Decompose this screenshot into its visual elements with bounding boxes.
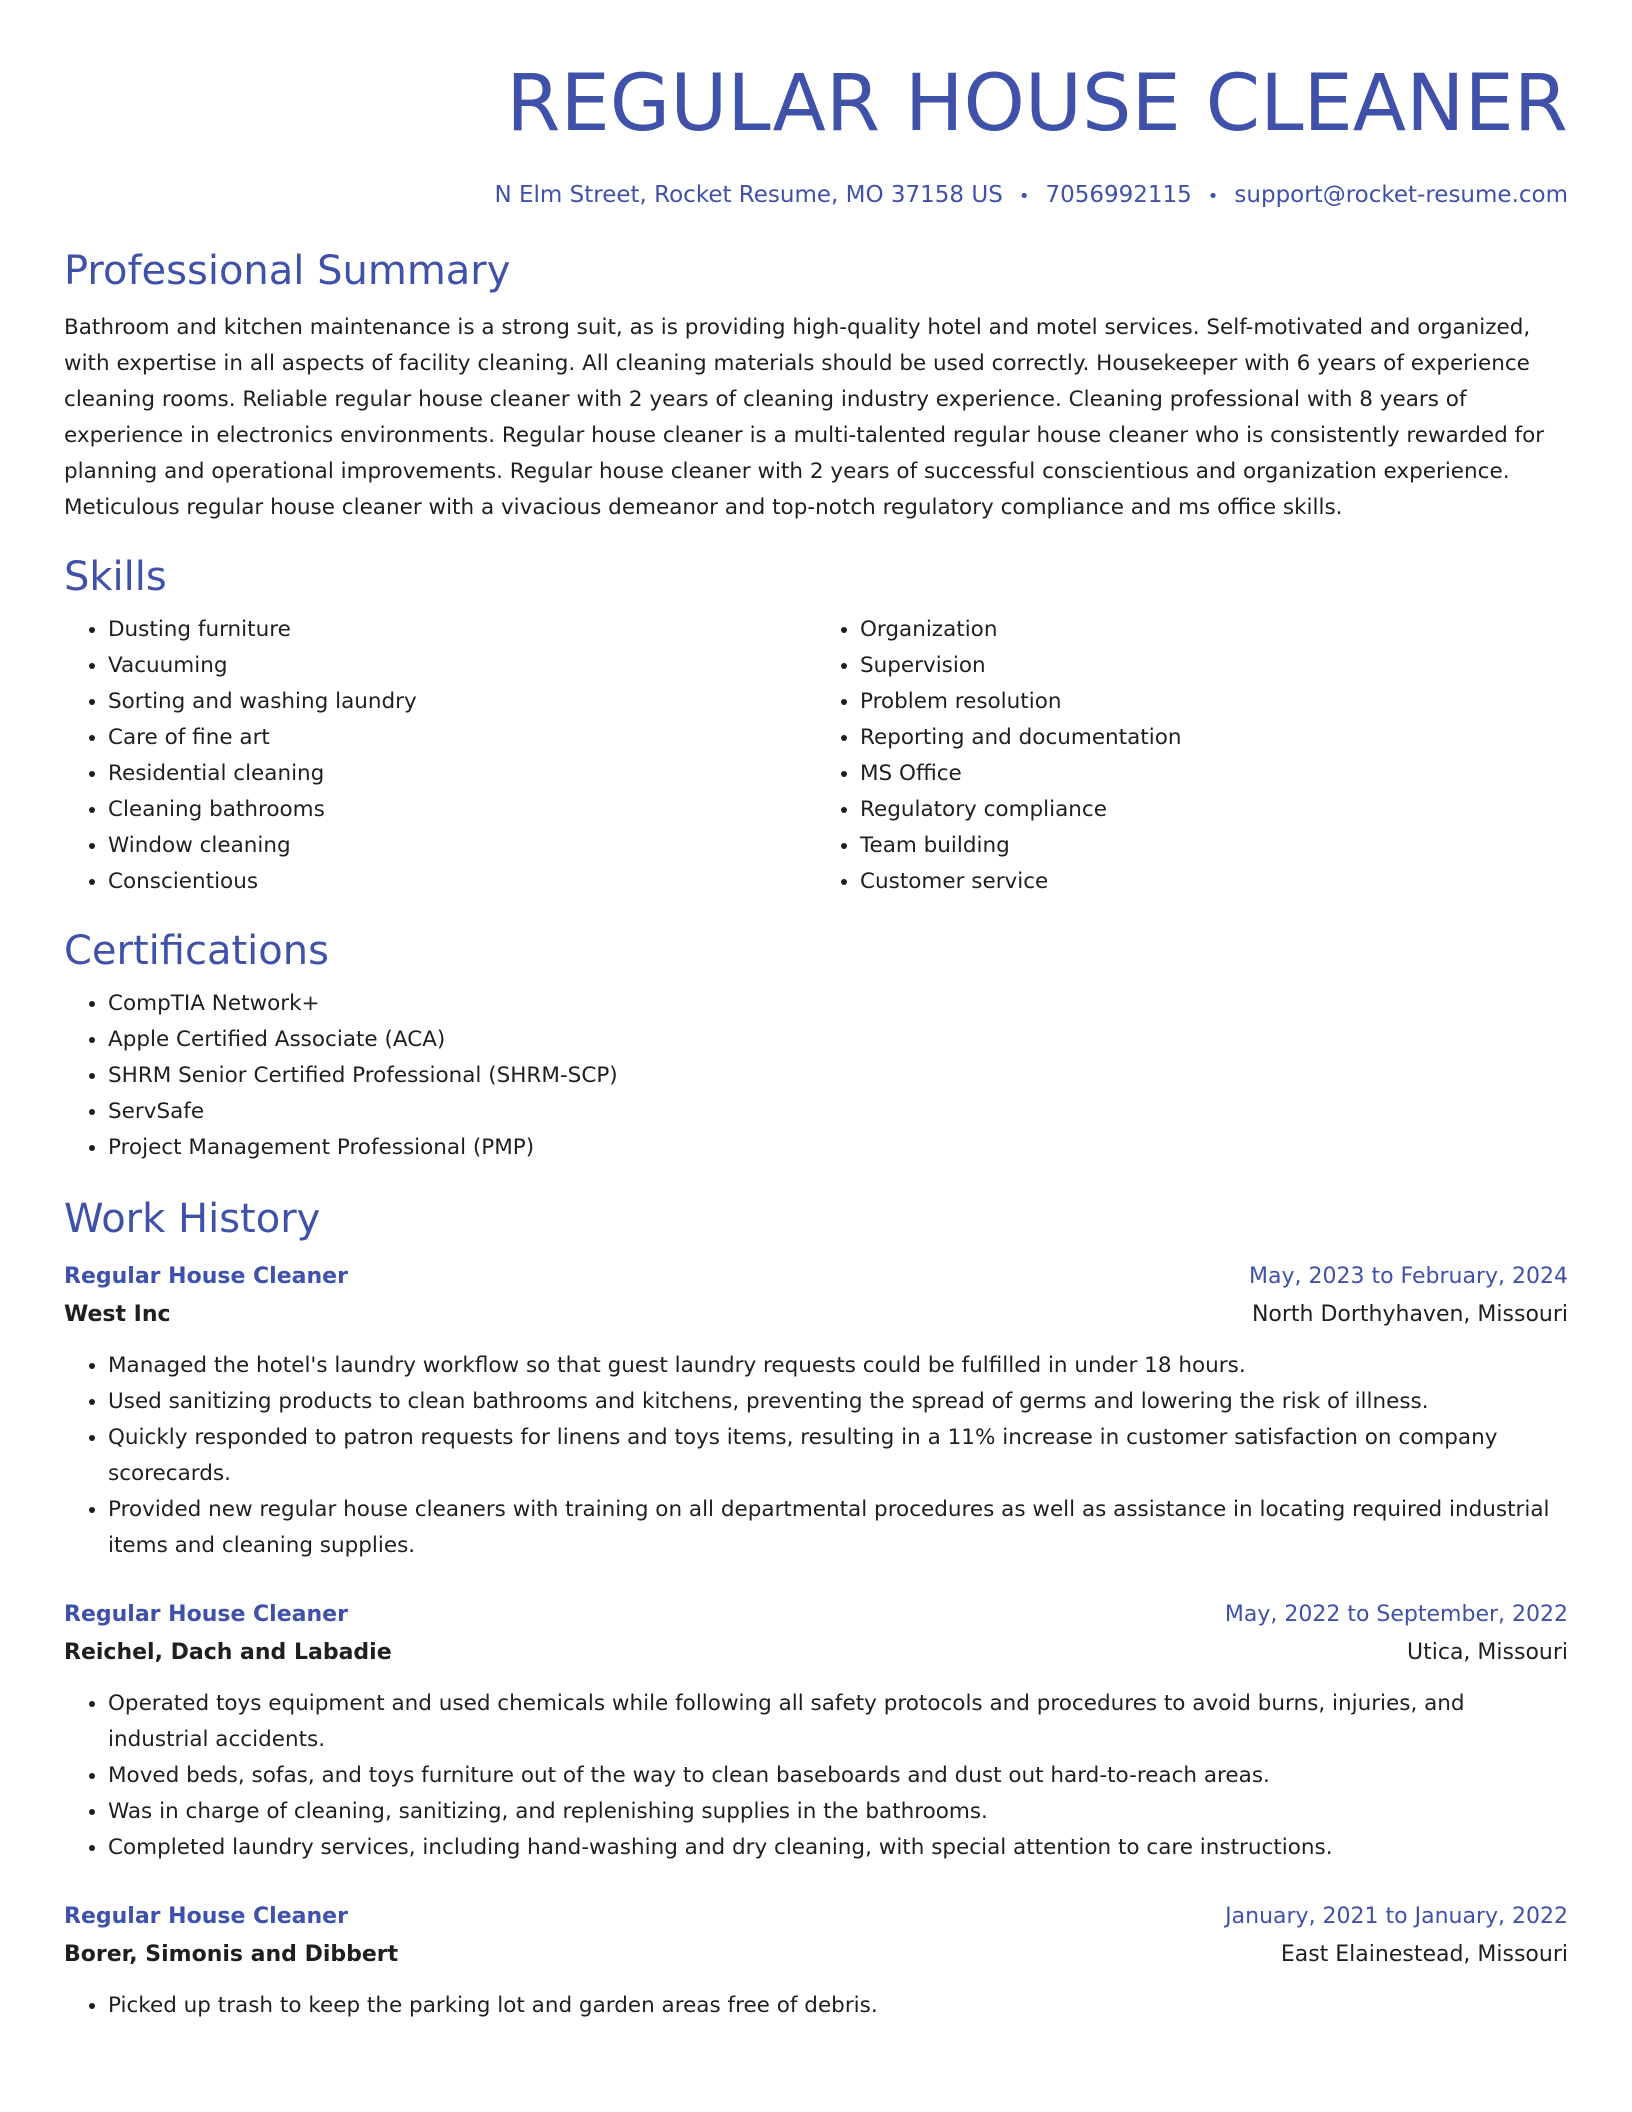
job-bullets <box>64 1686 1568 1866</box>
resume-name: REGULAR HOUSE CLEANER <box>506 59 1568 149</box>
job-entry <box>64 1258 1568 1564</box>
contact-separator: • <box>1018 186 1030 207</box>
job-title: Regular House Cleaner <box>64 1602 348 1627</box>
skill-item: • Sorting and washing laundry <box>108 684 816 720</box>
contact-address: N Elm Street, Rocket Resume, MO 37158 US <box>494 182 1003 208</box>
job-company: West Inc <box>64 1302 171 1327</box>
section-title-certifications: Certifications <box>64 928 329 974</box>
job-location: Utica, Missouri <box>1407 1640 1568 1665</box>
job-dates: May, 2023 to February, 2024 <box>1249 1264 1568 1289</box>
job-title: Regular House Cleaner <box>64 1904 348 1929</box>
skill-item: • Vacuuming <box>108 648 816 684</box>
job-bullet: • Operated toys equipment and used chemicals while following all safety protocols and procedures to avoid burns, injuries, and industrial accidents. <box>108 1686 1568 1758</box>
job-location: East Elainestead, Missouri <box>1280 1942 1568 1967</box>
skill-item: • MS Office <box>860 756 1568 792</box>
certification-item: • Apple Certified Associate (ACA) <box>108 1022 1568 1058</box>
contact-phone: 7056992115 <box>1045 182 1192 208</box>
certifications-list <box>64 986 1568 1166</box>
skill-item: • Customer service <box>860 864 1568 900</box>
job-bullet: • Was in charge of cleaning, sanitizing, and replenishing supplies in the bathrooms. <box>108 1794 1568 1830</box>
certification-item: • ServSafe <box>108 1094 1568 1130</box>
contact-line <box>64 180 1568 212</box>
job-title: Regular House Cleaner <box>64 1264 348 1289</box>
job-bullets <box>64 1348 1568 1564</box>
job-location: North Dorthyhaven, Missouri <box>1251 1302 1568 1327</box>
job-bullet: • Moved beds, sofas, and toys furniture out of the way to clean baseboards and dust out hard-to-reach areas. <box>108 1758 1568 1794</box>
job-company: Borer, Simonis and Dibbert <box>64 1942 399 1967</box>
skill-item: • Problem resolution <box>860 684 1568 720</box>
skill-item: • Cleaning bathrooms <box>108 792 816 828</box>
certification-item: • Project Management Professional (PMP) <box>108 1130 1568 1166</box>
resume-page <box>64 0 1568 2024</box>
certification-item: • SHRM Senior Certified Professional (SHRM-SCP) <box>108 1058 1568 1094</box>
skill-item: • Residential cleaning <box>108 756 816 792</box>
job-bullet: • Managed the hotel's laundry workflow so that guest laundry requests could be fulfilled in under 18 hours. <box>108 1348 1568 1384</box>
job-bullet: • Used sanitizing products to clean bathrooms and kitchens, preventing the spread of germs and lowering the risk of illness. <box>108 1384 1568 1420</box>
job-subheader <box>64 1296 1568 1334</box>
job-entry <box>64 1898 1568 2024</box>
job-dates: May, 2022 to September, 2022 <box>1224 1602 1568 1627</box>
certification-item: • CompTIA Network+ <box>108 986 1568 1022</box>
section-title-skills: Skills <box>64 554 167 600</box>
section-title-summary: Professional Summary <box>64 248 511 294</box>
skill-item: • Organization <box>860 612 1568 648</box>
job-bullet: • Completed laundry services, including hand-washing and dry cleaning, with special attention to care instructions. <box>108 1830 1568 1866</box>
job-bullet: • Quickly responded to patron requests for linens and toys items, resulting in a 11% increase in customer satisfaction on company scorecards. <box>108 1420 1568 1492</box>
section-title-work-history: Work History <box>64 1196 321 1242</box>
skill-item: • Team building <box>860 828 1568 864</box>
skills-column-left <box>64 612 816 900</box>
job-subheader <box>64 1634 1568 1672</box>
job-header <box>64 1258 1568 1296</box>
contact-separator: • <box>1207 186 1219 207</box>
skill-item: • Care of fine art <box>108 720 816 756</box>
job-header <box>64 1898 1568 1936</box>
skills-list <box>64 612 1568 900</box>
job-bullet: • Picked up trash to keep the parking lot and garden areas free of debris. <box>108 1988 1568 2024</box>
job-company: Reichel, Dach and Labadie <box>64 1640 392 1665</box>
skill-item: • Regulatory compliance <box>860 792 1568 828</box>
job-dates: January, 2021 to January, 2022 <box>1225 1904 1568 1929</box>
job-bullets <box>64 1988 1568 2024</box>
skill-item: • Reporting and documentation <box>860 720 1568 756</box>
summary-text: Bathroom and kitchen maintenance is a strong suit, as is providing high-quality hotel and motel services. Self-motivated and organized, with expertise in all aspects of facility cleaning. All cleaning materials should be used correctly. Housekeeper with 6 years of experience cleaning rooms. Reliable regular house cleaner with 2 years of cleaning industry experience. Cleaning professional with 8 years of experience in electronics environments. Regular house cleaner is a multi-talented regular house cleaner who is consistently rewarded for planning and operational improvements. Regular house cleaner with 2 years of successful conscientious and organization experience. Meticulous regular house cleaner with a vivacious demeanor and top-notch regulatory compliance and ms office skills. <box>64 315 1545 520</box>
skill-item: • Supervision <box>860 648 1568 684</box>
contact-email: support@rocket-resume.com <box>1234 182 1568 208</box>
job-header <box>64 1596 1568 1634</box>
skill-item: • Dusting furniture <box>108 612 816 648</box>
job-subheader <box>64 1936 1568 1974</box>
skill-item: • Conscientious <box>108 864 816 900</box>
job-bullet: • Provided new regular house cleaners with training on all departmental procedures as well as assistance in locating required industrial items and cleaning supplies. <box>108 1492 1568 1564</box>
skill-item: • Window cleaning <box>108 828 816 864</box>
job-entry <box>64 1596 1568 1866</box>
skills-column-right <box>816 612 1568 900</box>
